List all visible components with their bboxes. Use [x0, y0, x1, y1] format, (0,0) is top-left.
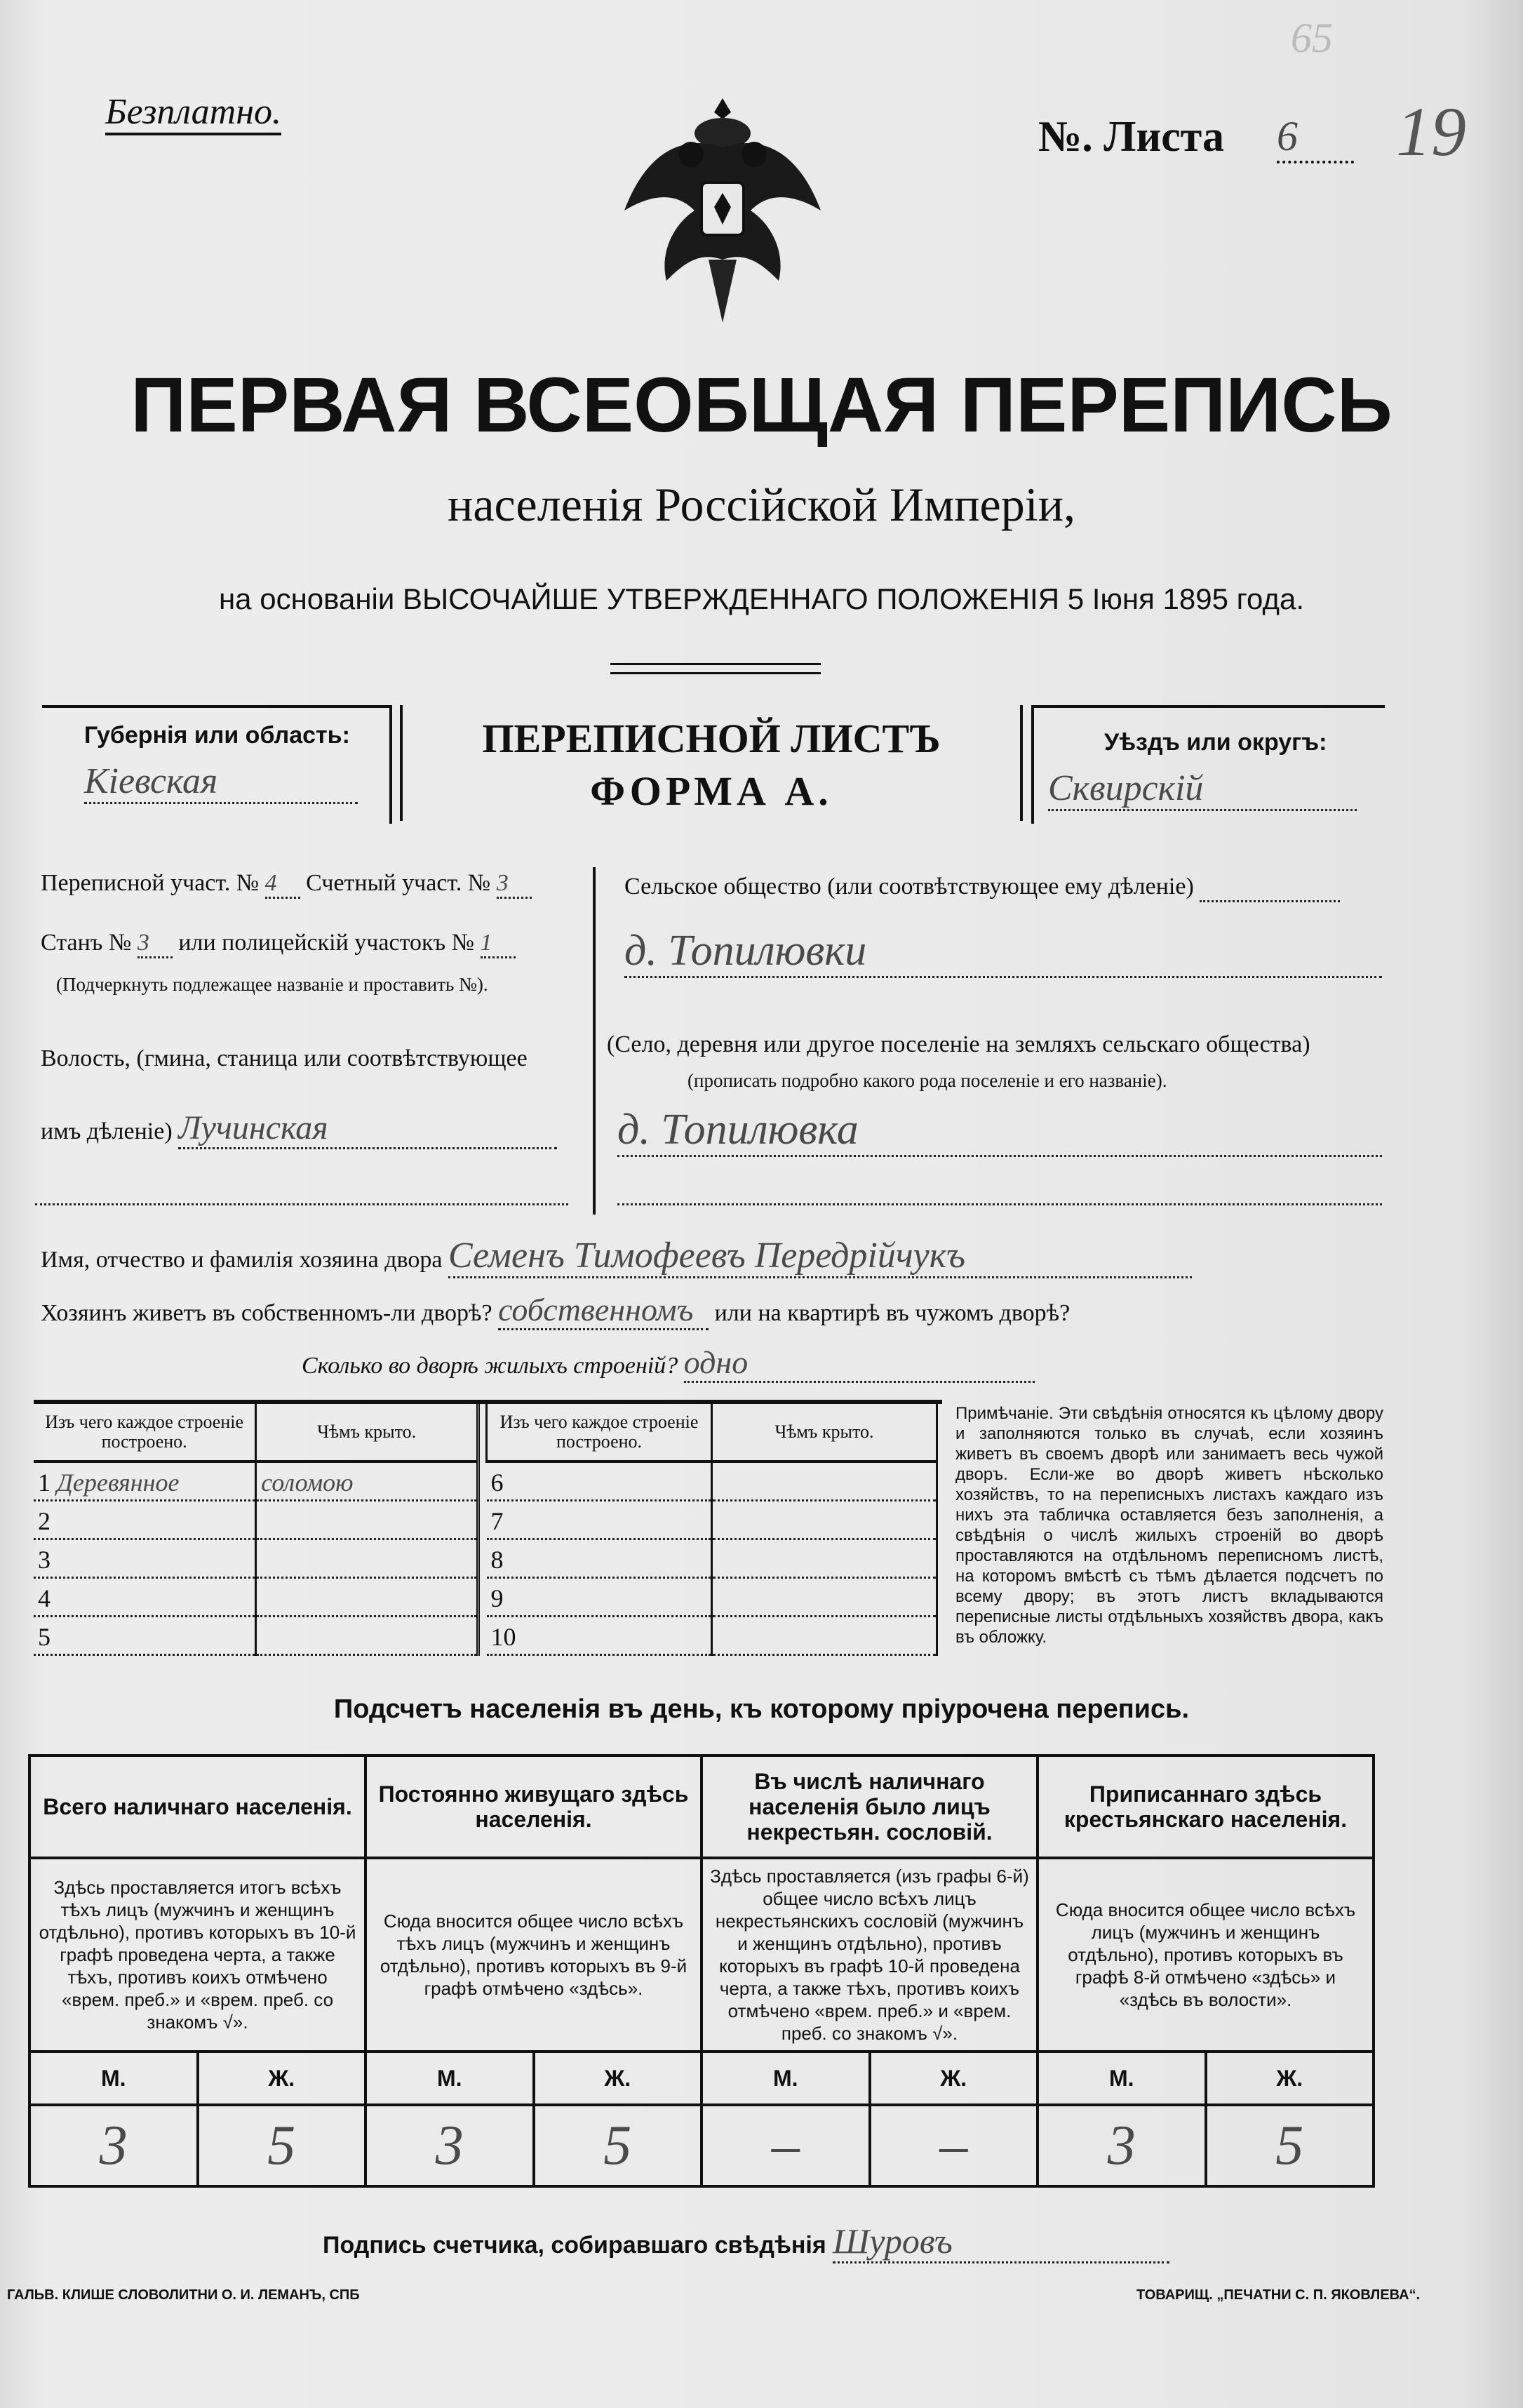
footer-printer-right: ТОВАРИЩ. „ПЕЧАТНИ С. П. ЯКОВЛЕВА“. — [1136, 2287, 1421, 2303]
male-header: М. — [365, 2052, 534, 2105]
stan-field — [41, 930, 516, 958]
province-value: Кіевская — [84, 761, 358, 804]
census-area-label: Переписной участ. № — [41, 870, 260, 896]
society-label: Сельское общество (или соотвѣтствующее ему дѣленіе) — [624, 874, 1194, 899]
census-area-field — [41, 870, 532, 899]
building-row — [487, 1501, 937, 1539]
buildings-count-value: одно — [684, 1344, 1035, 1383]
society-value: д. Топилювки — [624, 926, 1382, 978]
owner-name-field — [41, 1235, 1192, 1278]
female-count: 5 — [198, 2105, 366, 2186]
male-header: М. — [702, 2052, 870, 2105]
building-row — [487, 1461, 937, 1501]
male-count: 3 — [365, 2105, 534, 2186]
village-label: (Село, деревня или другое поселеніе на земляхъ сельскаго общества) — [607, 1031, 1310, 1057]
form-title: ПЕРЕПИСНОЙ ЛИСТЪ — [482, 716, 941, 761]
owner-lives-label: Хозяинъ живетъ въ собственномъ-ли дворѣ? — [41, 1300, 492, 1326]
male-count: 3 — [29, 2105, 198, 2186]
population-col-desc: Сюда вносится общее число всѣхъ лицъ (мужчинъ и женщинъ отдѣльно), противъ которыхъ въ графѣ 8-й отмѣчено «здѣсь» и «здѣсь въ волости». — [1038, 1858, 1374, 2052]
building-number: 1 — [38, 1469, 51, 1497]
basis-line: на основаніи ВЫСОЧАЙШЕ УТВЕРЖДЕННАГО ПОЛОЖЕНІЯ 5 Іюня 1895 года. — [218, 582, 1304, 615]
village-note: (прописать подробно какого рода поселеніе и его названіе). — [687, 1070, 1167, 1091]
stan-value: 3 — [137, 930, 173, 958]
section-divider — [593, 867, 596, 1215]
building-row — [34, 1578, 478, 1617]
population-col-header: Приписаннаго здѣсь крестьянскаго населенія. — [1038, 1755, 1374, 1858]
female-header: Ж. — [1206, 2052, 1374, 2105]
female-count: – — [870, 2105, 1038, 2186]
district-box — [1031, 705, 1385, 824]
volost-label: Волость, (гмина, станица или соотвѣтствующее — [41, 1045, 528, 1071]
female-header: Ж. — [198, 2052, 366, 2105]
population-col-header: Всего наличнаго населенія. — [29, 1755, 365, 1858]
building-row — [34, 1501, 478, 1539]
population-col-header: Постоянно живущаго здѣсь населенія. — [365, 1755, 702, 1858]
form-name: ФОРМА А. — [590, 768, 833, 814]
col-material-header: Изъ чего каждое строеніе построено. — [34, 1404, 256, 1461]
sheet-number: 6 — [1277, 112, 1354, 163]
province-label: Губернія или область: — [84, 722, 350, 749]
ornament-divider — [610, 663, 821, 674]
male-count: 3 — [1038, 2105, 1206, 2186]
police-value: 1 — [481, 930, 516, 958]
building-number: 10 — [490, 1623, 516, 1651]
volost-label-2: имъ дѣленіе) — [41, 1118, 173, 1144]
building-number: 2 — [38, 1507, 51, 1535]
population-title: Подсчетъ населенія въ день, къ которому пріурочена перепись. — [333, 1694, 1190, 1724]
building-number: 8 — [490, 1546, 504, 1574]
building-number: 9 — [490, 1584, 504, 1612]
sheet-label: №. Листа — [1038, 113, 1224, 161]
archive-number: 19 — [1396, 93, 1466, 170]
owner-lives-field — [41, 1291, 1070, 1330]
police-label: или полицейскій участокъ № — [178, 930, 475, 956]
col-material-header: Изъ чего каждое строеніе построено. — [487, 1404, 712, 1461]
col-roof-header: Чѣмъ крыто. — [256, 1404, 478, 1461]
female-header: Ж. — [870, 2052, 1038, 2105]
free-label: Безплатно. — [105, 91, 281, 135]
building-row — [34, 1539, 478, 1578]
census-area-value: 4 — [265, 870, 300, 899]
building-row — [34, 1461, 478, 1501]
buildings-note: Примѣчаніе. Эти свѣдѣнія относятся къ цѣлому двору и заполняются только въ случаѣ, если хозяинъ живетъ въ своемъ дворѣ или занимаетъ весь чужой дворъ. Если-же во дворѣ живетъ нѣсколько хозяйствъ, то на переписныхъ листахъ каждаго изъ нихъ эта табличка оставляется безъ заполненія, а свѣдѣнія о числѣ жилыхъ строеній во дворѣ проставляются на отдѣльномъ переписномъ листѣ, на которомъ вмѣстѣ съ тѣмъ дѣлается подсчетъ по всему двору; въ этотъ листъ вкладываются переписные листы отдѣльныхъ хозяйствъ двора, какъ въ обложку. — [955, 1404, 1383, 1647]
col-roof-header: Чѣмъ крыто. — [712, 1404, 937, 1461]
building-row — [487, 1617, 937, 1655]
population-col-desc: Здѣсь проставляется (изъ графы 6-й) общее число всѣхъ лицъ некрестьянскихъ сословій (мужчинъ и женщинъ отдѣльно), противъ которыхъ въ графѣ 10-й проведена черта, а также тѣхъ, противъ коихъ отмѣчено «врем. преб.» и «врем. преб. со знакомъ √». — [702, 1858, 1038, 2052]
building-row — [487, 1578, 937, 1617]
stan-label: Станъ № — [41, 930, 132, 956]
district-value: Сквирскій — [1048, 768, 1357, 811]
page-subtitle: населенія Россійской Имперіи, — [447, 478, 1076, 531]
male-header: М. — [1038, 2052, 1206, 2105]
count-area-value: 3 — [497, 870, 532, 899]
male-header: М. — [29, 2052, 198, 2105]
buildings-count-label: Сколько во дворѣ жилыхъ строеній? — [302, 1353, 678, 1379]
building-number: 5 — [38, 1623, 51, 1651]
buildings-table — [34, 1400, 942, 1656]
population-col-desc: Сюда вносится общее число всѣхъ тѣхъ лицъ (мужчинъ и женщинъ отдѣльно), противъ которыхъ въ 9-й графѣ отмѣчено «здѣсь». — [365, 1858, 702, 2052]
population-col-desc: Здѣсь проставляется итогъ всѣхъ тѣхъ лицъ (мужчинъ и женщинъ отдѣльно), противъ которыхъ въ 10-й графѣ проведена черта, а также тѣхъ, противъ коихъ отмѣчено «врем. преб.» и «врем. преб. со знакомъ √». — [29, 1858, 365, 2052]
form-title-box — [400, 705, 1023, 821]
underline-note: (Подчеркнуть подлежащее названіе и проставить №). — [56, 974, 488, 995]
female-count: 5 — [534, 2105, 702, 2186]
imperial-eagle-emblem — [617, 91, 828, 330]
population-table — [28, 1754, 1375, 2188]
male-count: – — [702, 2105, 870, 2186]
building-roof: соломою — [261, 1469, 354, 1497]
owner-name-label: Имя, отчество и фамилія хозяина двора — [41, 1247, 443, 1273]
building-number: 6 — [490, 1469, 504, 1497]
village-value: д. Топилювка — [617, 1105, 1382, 1157]
village-extra-line — [617, 1203, 1382, 1205]
building-row — [487, 1539, 937, 1578]
buildings-count-field — [302, 1344, 1035, 1383]
signature-value: Шуровъ — [833, 2221, 1169, 2263]
owner-or-label: или на квартирѣ въ чужомъ дворѣ? — [714, 1300, 1071, 1326]
owner-lives-value: собственномъ — [498, 1291, 709, 1330]
volost-field — [41, 1109, 557, 1149]
building-material: Деревянное — [57, 1469, 180, 1497]
page-title: ПЕРВАЯ ВСЕОБЩАЯ ПЕРЕПИСЬ — [130, 362, 1393, 448]
population-col-header: Въ числѣ наличнаго населенія было лицъ некрестьян. сословій. — [702, 1755, 1038, 1858]
archive-number-faded: 65 — [1291, 15, 1333, 61]
signature-field — [323, 2221, 1169, 2263]
building-number: 7 — [490, 1507, 504, 1535]
building-row — [34, 1617, 478, 1655]
district-label: Уѣздъ или округъ: — [1104, 729, 1327, 756]
signature-label: Подпись счетчика, собиравшаго свѣдѣнія — [323, 2232, 826, 2259]
volost-extra-line — [35, 1203, 568, 1205]
volost-value: Лучинская — [178, 1109, 557, 1149]
count-area-label: Счетный участ. № — [306, 870, 491, 896]
building-number: 3 — [38, 1546, 51, 1574]
footer-printer-left: ГАЛЬВ. КЛИШЕ СЛОВОЛИТНИ О. И. ЛЕМАНЪ, СПБ — [7, 2287, 360, 2303]
female-header: Ж. — [534, 2052, 702, 2105]
building-number: 4 — [38, 1584, 51, 1612]
province-box — [42, 705, 392, 824]
society-field — [624, 874, 1340, 902]
female-count: 5 — [1206, 2105, 1374, 2186]
owner-name-value: Семенъ Тимофеевъ Передрiйчукъ — [448, 1235, 1192, 1278]
